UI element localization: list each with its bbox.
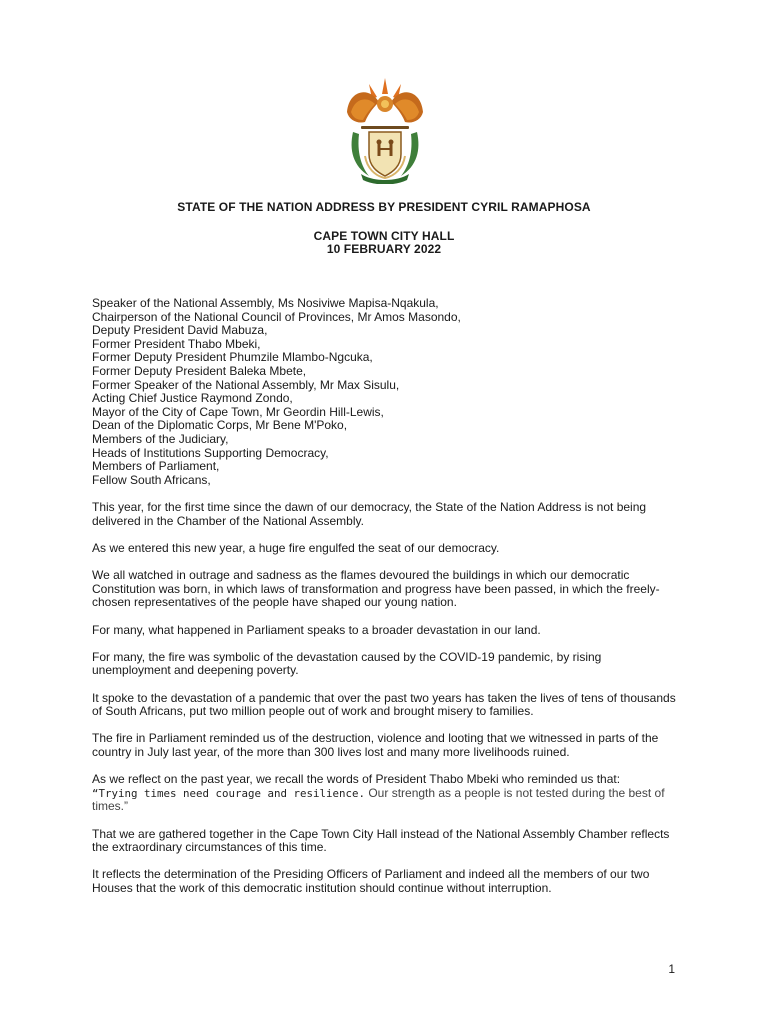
salutation-line: Speaker of the National Assembly, Ms Nosiviwe Mapisa-Nqakula,: [92, 296, 439, 310]
speech-paragraph: It spoke to the devastation of a pandemic that over the past two years has taken the lives of tens of thousands of South Africans, put two million people out of work and brought misery to families.: [92, 690, 676, 719]
salutation-line: Mayor of the City of Cape Town, Mr Geordin Hill-Lewis,: [92, 404, 384, 419]
salutation-line: Members of Parliament,: [92, 459, 220, 474]
salutation-line: Former Deputy President Baleka Mbete,: [92, 363, 307, 378]
quote-paragraph: [92, 773, 682, 814]
salutation-line: Former Speaker of the National Assembly, Mr Max Sisulu,: [92, 377, 400, 392]
salutation-line: Fellow South Africans,: [92, 472, 211, 487]
speech-paragraph: This year, for the first time since the dawn of our democracy, the State of the Nation Address is not being delivered in the Chamber of the National Assembly.: [92, 500, 647, 528]
document-title: STATE OF THE NATION ADDRESS BY PRESIDENT CYRIL RAMAPHOSA: [177, 200, 591, 214]
salutation-line: Former Deputy President Phumzile Mlambo-Ngcuka,: [92, 350, 373, 365]
speech-paragraph: It reflects the determination of the Presiding Officers of Parliament and indeed all the members of our two Houses that the work of this democratic institution should continue without interruption.: [92, 867, 650, 895]
speech-body: [92, 297, 682, 896]
salutation-line: Deputy President David Mabuza,: [92, 323, 268, 338]
salutation-line: Dean of the Diplomatic Corps, Mr Bene M'Poko,: [92, 418, 348, 433]
salutation-line: Chairperson of the National Council of Provinces, Mr Amos Masondo,: [92, 309, 461, 324]
speech-paragraph: We all watched in outrage and sadness as the flames devoured the buildings in which our democratic Constitution was born, in which laws of transformation and progress have been passed, in which the freely-chosen representatives of the people have shaped our young nation.: [92, 568, 660, 610]
speech-paragraph: The fire in Parliament reminded us of the destruction, violence and looting that we witnessed in parts of the country in July last year, of the more than 300 lives lost and many more livelihoods ruined.: [92, 731, 659, 759]
salutations-list: [92, 297, 682, 487]
document-date: 10 FEBRUARY 2022: [326, 242, 442, 256]
coat-of-arms-emblem: [339, 72, 431, 184]
speech-paragraph: For many, what happened in Parliament speaks to a broader devastation in our land.: [92, 622, 541, 637]
speech-paragraph: That we are gathered together in the Cape Town City Hall instead of the National Assembly Chamber reflects the extraordinary circumstances of this time.: [92, 826, 670, 855]
salutation-line: Members of the Judiciary,: [92, 431, 229, 446]
salutation-line: Acting Chief Justice Raymond Zondo,: [92, 391, 293, 406]
salutation-line: Former President Thabo Mbeki,: [92, 336, 261, 351]
speech-paragraph: For many, the fire was symbolic of the devastation caused by the COVID-19 pandemic, by rising unemployment and deepening poverty.: [92, 649, 602, 678]
salutation-line: Heads of Institutions Supporting Democracy,: [92, 445, 329, 460]
document-venue: CAPE TOWN CITY HALL: [313, 229, 455, 243]
speech-paragraph: As we entered this new year, a huge fire engulfed the seat of our democracy.: [92, 541, 500, 556]
page-number: 1: [668, 962, 675, 976]
quote-text-part1: “Trying times need courage and resilience.: [92, 786, 366, 800]
quote-intro: As we reflect on the past year, we recall the words of President Thabo Mbeki who reminded us that:: [92, 772, 621, 787]
quote-text-part2: Our strength as a people is not tested during the best of times.”: [92, 785, 665, 814]
